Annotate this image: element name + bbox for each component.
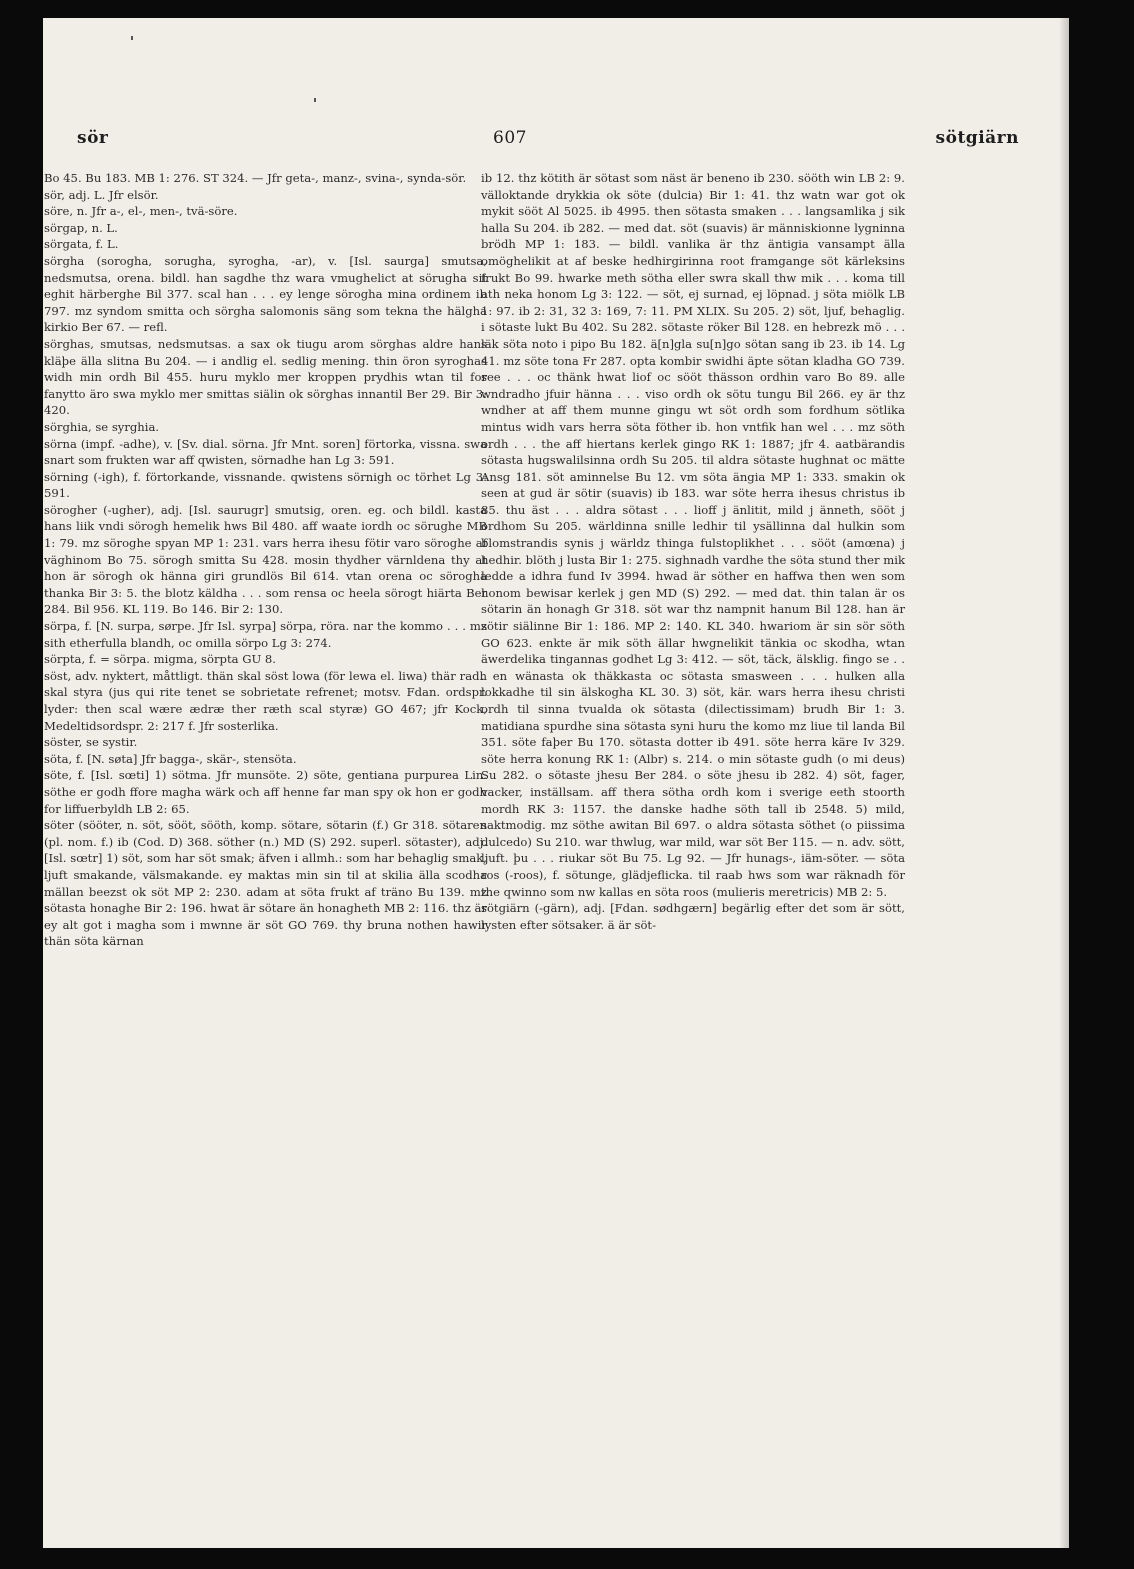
entry-paragraph: söst, adv. nyktert, måttligt. thän skal söst lowa (för lewa el. liwa) thär radh skal styra (jus qui rite tenet se sobrietate refrenet; motsv. Fdan. ordspr. lyder: then scal wære ædræ ther ræth scal styræ) GO 467; jfr Kock, Medeltidsordspr. 2: 217 f. Jfr sosterlika. bbox=[44, 668, 487, 733]
entry-paragraph: sörghas, smutsas, nedsmutsas. a sax ok tiugu arom sörghas aldre hans kläþe älla slitna Bu 204. — i andlig el. sedlig mening. thin öron syroghas widh min ordh Bil 455. huru myklo mer kroppen prydhis wtan til for fanytto äro swa myklo mer smittas siälin ok sörghas innantil Ber 29. Bir 3: 420. bbox=[44, 336, 487, 418]
entry-paragraph: sörpta, f. = sörpa. migma, sörpta GU 8. bbox=[44, 652, 276, 667]
scan-speck bbox=[314, 98, 316, 102]
entry-paragraph: sörghia, se syrghia. bbox=[44, 419, 160, 434]
entry-paragraph: ib 12. thz kötith är sötast som näst är beneno ib 230. sööth win LB 2: 9. välloktande drykkia ok söte (dulcia) Bir 1: 41. thz watn war got ok mykit sööt Al 5025. ib 4995. then sötasta smaken . . . langsamlika j sik halla Su 204. ib 282. — med dat. söt (suavis) är människionne lygninna brödh MP 1: 183. — bildl. vanlika är thz äntigia vansampt älla omöghelikit at af beske hedhirgirinna root framgange söt kärleksins frukt Bo 99. hwarke meth sötha eller swra skall thw mik . . . koma till ath neka honom Lg 3: 122. — söt, ej surnad, ej löpnad. j söta miölk LB 1: 97. ib 2: 31, 32 3: 169, 7: 11. PM XLIX. Su 205. 2) söt, ljuf, behaglig. i sötaste lukt Bu 402. Su 282. sötaste röker Bil 128. en hebrezk mö . . . läk söta noto i pipo Bu 182. ä[n]gla su[n]go sötan sang ib 23. ib 14. Lg 41. mz söte tona Fr 287. opta kombir swidhi äpte sötan kladha GO 739. see . . . oc thänk hwat liof oc sööt thässon ordhin varo Bo 89. alle wndradho jfuir hänna . . . viso ordh ok sötu tungu Bil 266. ey är thz wndher at aff them munne gingu wt söt ordh som fordhum sötlika mintus widh vars herra söta föther ib. hon vntfik han wel . . . mz söth ordh . . . the aff hiertans kerlek gingo RK 1: 1887; jfr 4. aatbärandis sötasta hugswalilsinna ordh Su 205. til aldra sötaste hughnat oc mätte Ansg 181. söt aminnelse Bu 12. vm söta ängia MP 1: 333. smakin ok seen at gud är sötir (suavis) ib 183. war söte herra ihesus christus ib 85. thu äst . . . aldra sötast . . . lioff j änlitit, mild j änneth, sööt j ordhom Su 205. wärldinna snille ledhir til ysällinna dal hulkin som blomstrandis synis j wärldz thinga fulstoplikhet . . . sööt (amœna) j hedhir. blöth j lusta Bir 1: 275. sighnadh vardhe the söta stund ther mik ledde a idhra fund Iv 3994. hwad är söther en haffwa then wen som honom bewisar kerlek j gen MD (S) 292. — med dat. thin talan är os sötarin än honagh Gr 318. söt war thz nampnit hanum Bil 128. han är sötir siälinne Bir 1: 186. MP 2: 140. KL 340. hwariom är sin sör söth GO 623. enkte är mik söth ällar hwgnelikit tänkia oc skodha, wtan äwerdelika tingannas godhet Lg 3: 412. — söt, täck, älsklig. fingo se . . . en wänasta ok thäkkasta oc sötasta smasween . . . hulken alla lokkadhe til sin älskogha KL 30. 3) söt, kär. wars herra ihesu christi ordh til sinna tvualda ok sötasta (dilectissimam) brudh Bir 1: 3. matidiana spurdhe sina sötasta syni huru the komo mz liue til landa Bil 351. söte faþer Bu 170. sötasta dotter ib 491. söte herra käre Iv 329. söte herra konung RK 1: (Albr) s. 214. o min sötaste gudh (o mi deus) Su 282. o sötaste jhesu Ber 284. o söte jhesu ib 282. 4) söt, fager, vacker, inställsam. aff thera sötha ordh kom i sverige eeth stoorth mordh RK 3: 1157. the danske hadhe söth tall ib 2548. 5) mild, saktmodig. mz söthe awitan Bil 697. o aldra sötasta söthet (o piissima dulcedo) Su 210. war thwlug, war mild, war söt Ber 115. — n. adv. sött, ljuft. þu . . . riukar söt Bu 75. Lg 92. — Jfr hunags-, iäm-söter. — söta ros (-roos), f. sötunge, glädjeflicka. til raab hws som war räknadh för the qwinno som nw kallas en söta roos (mulieris meretricis) MB 2: 5. bbox=[481, 171, 905, 899]
right-column bbox=[481, 170, 905, 933]
running-head-right: sötgiärn bbox=[935, 128, 1019, 148]
entry-paragraph: söta, f. [N. søta] Jfr bagga-, skär-, stensöta. bbox=[44, 751, 297, 766]
running-head-left: sör bbox=[77, 128, 109, 148]
left-column bbox=[44, 170, 487, 950]
entry-paragraph: sörna (impf. -adhe), v. [Sv. dial. sörna. Jfr Mnt. soren] förtorka, vissna. swa snart som frukten war aff qwisten, sörnadhe han Lg 3: 591. bbox=[44, 436, 487, 468]
entry-paragraph: sörning (-igh), f. förtorkande, vissnande. qwistens sörnigh oc törhet Lg 3: 591. bbox=[44, 469, 487, 501]
entry-paragraph: sörogher (-ugher), adj. [Isl. saurugr] smutsig, oren. eg. och bildl. kasta hans liik vndi sörogh hemelik hws Bil 480. aff waate iordh oc sörughe MB 1: 79. mz söroghe spyan MP 1: 231. vars herra ihesu fötir varo söroghe af väghinom Bo 75. sörogh smitta Su 428. mosin thydher värnldena thy at hon är sörogh ok hänna giri grundlös Bil 614. vtan orena oc sörogha thanka Bir 3: 5. the blotz käldha . . . som rensa oc heela sörogt hiärta Ber 284. Bil 956. KL 119. Bo 146. Bir 2: 130. bbox=[44, 502, 487, 617]
entry-paragraph: söster, se systir. bbox=[44, 735, 138, 750]
entry-paragraph: sötgiärn (-gärn), adj. [Fdan. sødhgærn] begärlig efter det som är sött, lysten efter sötsaker. ä är söt- bbox=[481, 901, 905, 932]
entry-paragraph: söte, f. [Isl. sœti] 1) sötma. Jfr munsöte. 2) söte, gentiana purpurea Lin. söthe er godh ffore magha wärk och aff henne far man spy ok hon er godh for liffuerbyldh LB 2: 65. bbox=[44, 768, 487, 816]
entry-paragraph: söter (sööter, n. söt, sööt, sööth, komp. sötare, sötarin (f.) Gr 318. sötaren (pl. nom. f.) ib (Cod. D) 368. söther (n.) MD (S) 292. superl. sötaster), adj. [Isl. sœtr] 1) söt, som har söt smak; äfven i allmh.: som har behaglig smak, ljuft smakande, välsmakande. ey maktas min sin til at skilia älla scodha mällan beezst ok söt MP 2: 230. adam at söta frukt af träno Bu 139. mz sötasta honaghe Bir 2: 196. hwat är sötare än honagheth MB 2: 116. thz är ey alt got i magha som i mwnne är söt GO 769. thy bruna nothen hawir thän söta kärnan bbox=[44, 818, 487, 949]
scan-speck bbox=[131, 36, 133, 40]
entry-paragraph: sörgha (sorogha, sorugha, syrogha, -ar), v. [Isl. saurga] smutsa, nedsmutsa, orena. bildl. han sagdhe thz wara vmughelict at sörugha sit eghit härberghe Bil 377. scal han . . . ey lenge sörogha mina ordinem ib 797. mz syndom smitta och sörgha salomonis säng som tekna the hälgha kirkio Ber 67. — refl. bbox=[44, 253, 487, 335]
entry-paragraph: sörgata, f. L. bbox=[44, 237, 119, 252]
page-edge-shadow bbox=[1059, 18, 1069, 1548]
entry-paragraph: Bo 45. Bu 183. MB 1: 276. ST 324. — Jfr geta-, manz-, svina-, synda-sör. bbox=[44, 171, 467, 185]
entry-paragraph: söre, n. Jfr a-, el-, men-, tvä-söre. bbox=[44, 204, 238, 219]
page-number: 607 bbox=[493, 128, 527, 148]
entry-paragraph: sörgap, n. L. bbox=[44, 220, 118, 235]
entry-paragraph: sör, adj. L. Jfr elsör. bbox=[44, 187, 159, 202]
entry-paragraph: sörpa, f. [N. surpa, sørpe. Jfr Isl. syrpa] sörpa, röra. nar the kommo . . . mz sith etherfulla blandh, oc omilla sörpo Lg 3: 274. bbox=[44, 619, 487, 650]
